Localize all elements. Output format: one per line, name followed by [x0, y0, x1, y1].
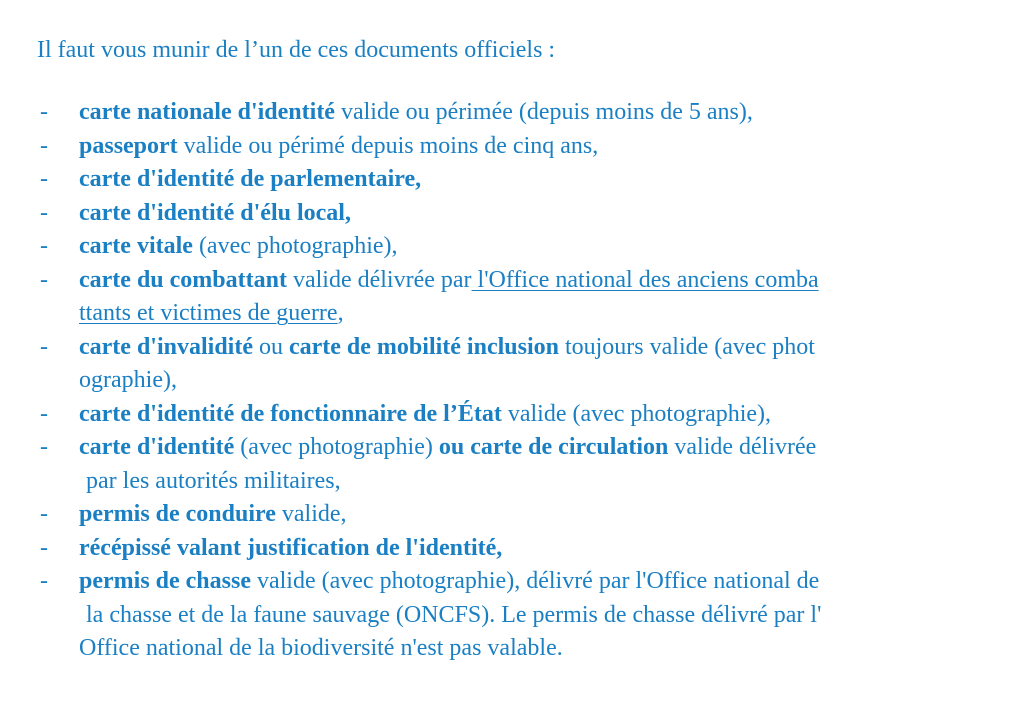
item-line [0, 264, 1022, 298]
list-dash: - [40, 99, 48, 125]
item-bold-text: carte vitale [79, 233, 193, 259]
item-line [0, 230, 1022, 264]
item-text: , [337, 300, 344, 326]
item-text: la chasse et de la faune sauvage (ONCFS). Le permis de chasse délivré par l' [86, 601, 822, 628]
item-text: valide ou périmé depuis moins de cinq ans, [177, 132, 599, 159]
office-anciens-combattants-link-continued[interactable]: ttants et victimes de guerre [79, 300, 338, 326]
item-text: par les autorités militaires, [86, 467, 341, 494]
item-bold-text: récépissé valant justification de l'identité, [79, 534, 503, 561]
list-item [0, 264, 1022, 331]
item-bold-text: permis de conduire [79, 501, 276, 527]
item-bold-text: carte du combattant [79, 266, 287, 293]
item-line [0, 565, 1022, 599]
item-line [0, 331, 1022, 365]
item-line [0, 398, 1022, 432]
list-dash: - [40, 233, 48, 259]
list-item [0, 532, 1022, 566]
item-text: (avec photographie) [234, 434, 439, 460]
list-item [0, 96, 1022, 130]
list-item [0, 398, 1022, 432]
item-bold-text: permis de chasse [79, 568, 251, 594]
item-text: ou [252, 333, 289, 360]
item-bold-text: carte d'identité de fonctionnaire de l’État [79, 400, 502, 427]
item-line [0, 130, 1022, 164]
list-item [0, 230, 1022, 264]
item-line [0, 431, 1022, 465]
item-bold-text: carte nationale d'identité [79, 99, 335, 125]
item-text: valide, [275, 501, 347, 527]
item-bold-text: ou carte de circulation [438, 434, 669, 460]
item-text: toujours valide (avec phot [558, 333, 815, 360]
item-text: valide délivrée [668, 434, 817, 460]
item-bold-text: carte d'identité d'élu local, [79, 199, 351, 226]
item-line [0, 532, 1022, 566]
list-item [0, 163, 1022, 197]
item-line [0, 364, 1022, 398]
list-dash: - [40, 534, 48, 561]
item-text: ographie), [79, 367, 177, 393]
item-line [0, 297, 1022, 331]
item-line [0, 632, 1022, 666]
item-line [0, 498, 1022, 532]
list-dash: - [40, 199, 48, 226]
item-line [0, 599, 1022, 633]
list-dash: - [40, 501, 48, 527]
list-item [0, 197, 1022, 231]
list-item [0, 130, 1022, 164]
item-text: (avec photographie), [192, 233, 398, 259]
list-dash: - [40, 434, 48, 460]
item-bold-text: carte d'invalidité [79, 333, 253, 360]
item-text: valide (avec photographie), [501, 400, 772, 427]
office-anciens-combattants-link[interactable]: l'Office national des anciens comba [471, 266, 819, 293]
document-list [0, 96, 1022, 666]
list-dash: - [40, 132, 48, 159]
list-item [0, 498, 1022, 532]
item-bold-text: passeport [79, 132, 178, 159]
item-line [0, 163, 1022, 197]
list-item [0, 331, 1022, 398]
item-text: valide ou périmée (depuis moins de 5 ans), [334, 99, 753, 125]
item-line [0, 96, 1022, 130]
item-text: valide délivrée par [286, 266, 472, 293]
list-item [0, 565, 1022, 666]
list-dash: - [40, 568, 48, 594]
item-line [0, 465, 1022, 499]
item-line [0, 197, 1022, 231]
item-text: valide (avec photographie), délivré par l'Office national de [250, 568, 820, 594]
list-dash: - [40, 400, 48, 427]
item-bold-text: carte d'identité de parlementaire, [79, 166, 422, 192]
list-dash: - [40, 266, 48, 293]
item-bold-text: carte d'identité [79, 434, 235, 460]
list-item [0, 431, 1022, 498]
item-text: Office national de la biodiversité n'est pas valable. [79, 635, 563, 661]
item-bold-text: carte de mobilité inclusion [288, 333, 559, 360]
list-dash: - [40, 333, 48, 360]
list-dash: - [40, 166, 48, 192]
intro-text: Il faut vous munir de l’un de ces documents officiels : [37, 37, 556, 63]
